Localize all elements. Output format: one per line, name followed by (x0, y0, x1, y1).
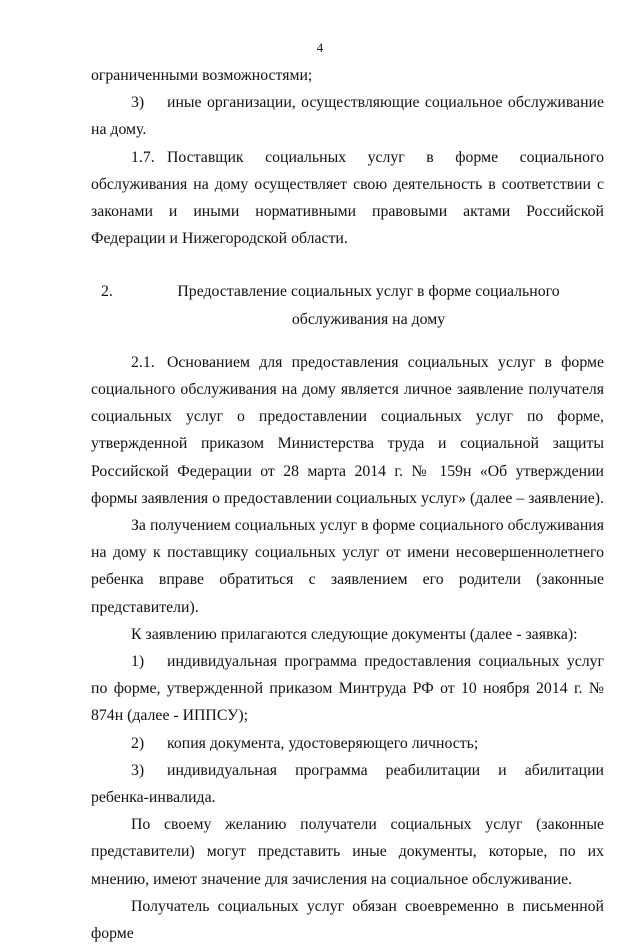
paragraph-text: Получатель социальных услуг обязан своевременно в письменной форме (91, 897, 604, 943)
list-number: 2) (131, 734, 145, 752)
paragraph-text: Основанием для предоставления социальных услуг в форме социального обслуживания на дому является личное заявление получателя социальных услуг о предоставлении социальных услуг по форме, утвержденной приказом Министерства труда и социальной защиты Российской Федерации от 28 марта 2014 г. № 159н «Об утверждении формы заявления о предоставлении социальных услуг» (далее – заявление). (91, 353, 604, 507)
clause-1-7 (91, 144, 604, 253)
section-title: Предоставление социальных услуг в форме социального обслуживания на дому (177, 283, 560, 328)
clause-2-1 (91, 349, 604, 512)
paragraph (91, 811, 604, 893)
paragraph-text: иные организации, осуществляющие социальное обслуживание на дому. (91, 94, 604, 139)
paragraph-text: За получением социальных услуг в форме социального обслуживания на дому к поставщику социальных услуг от имени несовершеннолетнего ребенка вправе обратиться с заявлением его родители (законные представители). (91, 517, 604, 616)
section-heading (91, 278, 604, 332)
paragraph-text: К заявлению прилагаются следующие документы (далее - заявка): (131, 625, 578, 643)
paragraph-text: Поставщик социальных услуг в форме социального обслуживания на дому осуществляет свою деятельность в соответствии с законами и иными нормативными правовыми актами Российской Федерации и Нижегородской области. (91, 148, 604, 248)
paragraph-text: По своему желанию получатели социальных услуг (законные представители) могут представить иные документы, которые, по их мнению, имеют значение для зачисления на социальное обслуживание. (91, 816, 604, 888)
section-number: 2. (101, 283, 113, 301)
list-item-3 (91, 757, 604, 811)
page-number: 4 (316, 40, 324, 55)
list-number: 3) (131, 761, 145, 779)
clause-number: 1.7. (131, 148, 155, 166)
paragraph (91, 512, 604, 621)
document-body (91, 62, 604, 947)
list-item-1 (91, 648, 604, 730)
paragraph-text: ограниченными возможностями; (91, 67, 313, 84)
paragraph-continuation (91, 62, 604, 89)
list-number: 1) (131, 653, 145, 671)
list-item-3 (91, 89, 604, 143)
paragraph-text: копия документа, удостоверяющего личность; (167, 734, 479, 752)
paragraph (91, 621, 604, 648)
paragraph (91, 893, 604, 947)
list-number: 3) (131, 94, 145, 112)
list-item-2 (91, 730, 604, 757)
clause-number: 2.1. (131, 353, 155, 371)
paragraph-text: индивидуальная программа реабилитации и абилитации ребенка-инвалида. (91, 761, 604, 807)
paragraph-text: индивидуальная программа предоставления социальных услуг по форме, утвержденной приказом Минтруда РФ от 10 ноября 2014 г. № 874н (далее - ИППСУ); (91, 653, 604, 725)
